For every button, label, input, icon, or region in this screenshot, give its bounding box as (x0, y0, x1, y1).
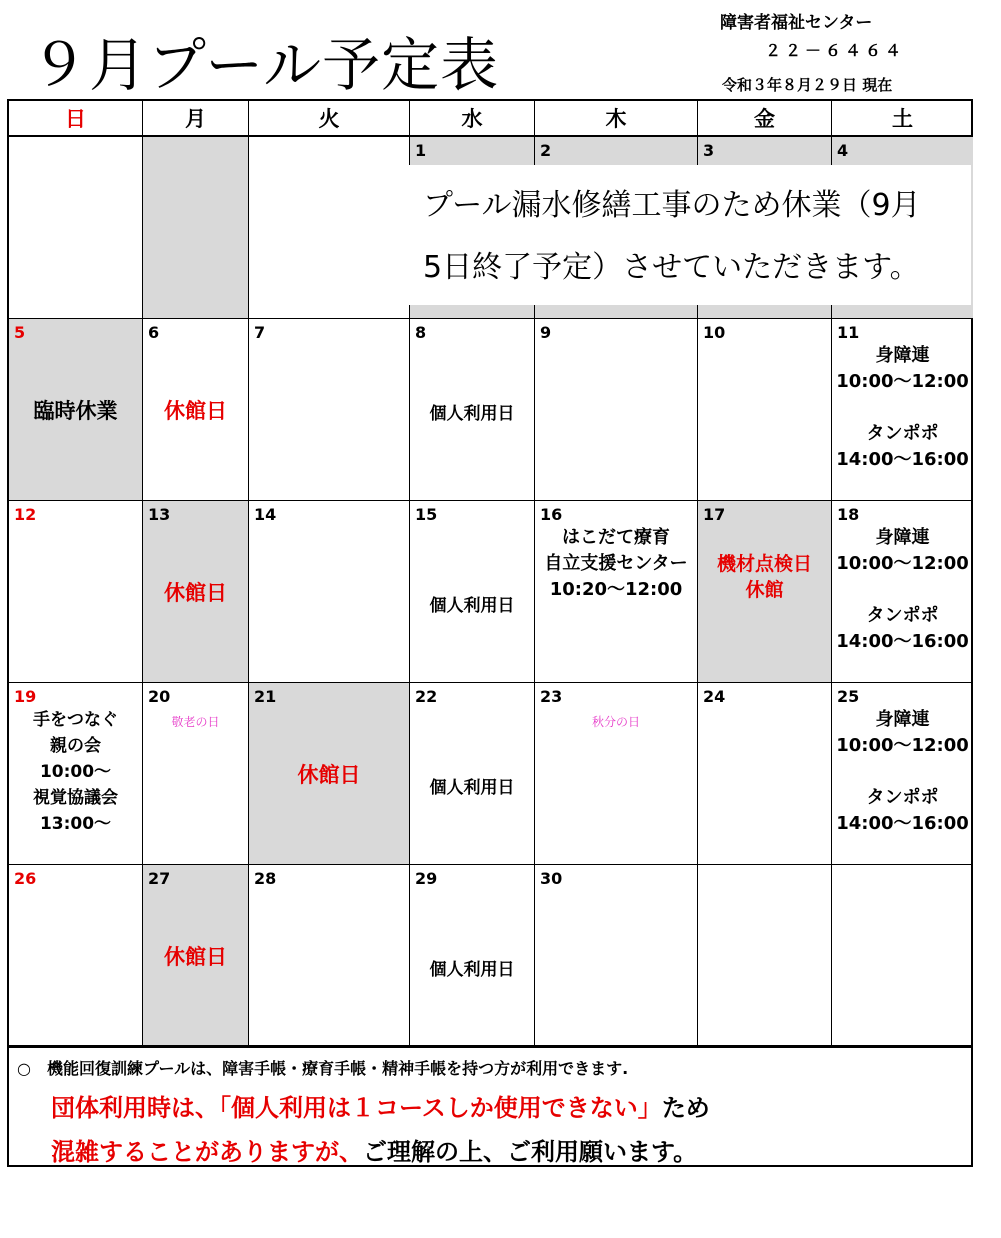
closed-label: 休館日 (164, 581, 227, 605)
event-name: 手をつなぐ (33, 710, 118, 730)
event-name: 身障連 (875, 345, 930, 366)
day-number: 1 (415, 141, 427, 160)
day-cell-5 (9, 319, 143, 501)
day-number: 21 (254, 687, 277, 706)
weekday-mon: 月 (143, 101, 249, 137)
day-cell-19 (9, 683, 143, 865)
event-name: 身障連 (875, 709, 930, 730)
day-cell-empty (249, 137, 410, 319)
day-cell-29 (410, 865, 535, 1045)
individual-use-label: 個人利用日 (429, 960, 515, 980)
day-number: 30 (540, 869, 563, 888)
day-cell-26 (9, 865, 143, 1045)
footer-red-text: 団体利用時は、「個人利用は１コースしか使用できない」 (51, 1094, 662, 1122)
event-shinshouren (832, 343, 973, 473)
day-number: 26 (14, 869, 37, 888)
day-cell-6 (143, 319, 249, 501)
day-cell-25 (832, 683, 973, 865)
day-number: 5 (14, 323, 26, 342)
day-number: 13 (148, 505, 171, 524)
inspection-text: 機材点検日 (716, 553, 812, 575)
event-time: 10:00～12:00 (836, 371, 969, 392)
day-number: 11 (837, 323, 860, 342)
event-name: 親の会 (50, 736, 101, 756)
event-time: 10:20～12:00 (549, 579, 683, 600)
closed-label: 休館日 (297, 763, 361, 787)
day-number: 8 (415, 323, 427, 342)
footer-note (7, 1045, 973, 1167)
organization-name: 障害者福祉センター (720, 13, 873, 33)
weekday-sat: 土 (832, 101, 973, 137)
inspection-label (698, 551, 831, 603)
day-cell-27 (143, 865, 249, 1045)
footer-congestion (51, 1132, 697, 1167)
footer-group-use (51, 1088, 710, 1123)
day-number: 23 (540, 687, 563, 706)
day-number: 12 (14, 505, 37, 524)
footer-red-text: 混雑することがありますが、 (51, 1138, 363, 1166)
event-day19 (9, 707, 142, 837)
day-number: 15 (415, 505, 438, 524)
event-time: 10:00～ (39, 762, 112, 782)
day-cell-20 (143, 683, 249, 865)
day-number: 19 (14, 687, 37, 706)
day-number: 4 (837, 141, 849, 160)
event-name: タンポポ (866, 787, 939, 808)
day-cell-10 (698, 319, 832, 501)
event-name: タンポポ (866, 605, 939, 626)
day-cell-17 (698, 501, 832, 683)
inspection-text: 休館 (745, 579, 784, 601)
closed-label: 休館日 (164, 945, 227, 969)
holiday-label: 秋分の日 (591, 715, 640, 729)
weekday-wed: 水 (410, 101, 535, 137)
day-cell-7 (249, 319, 410, 501)
day-cell-22 (410, 683, 535, 865)
phone-number: ２２－６４６４ (765, 41, 906, 60)
day-cell-empty (832, 865, 973, 1045)
day-cell-30 (535, 865, 698, 1045)
footer-eligibility: ○ 機能回復訓練プールは、障害手帳・療育手帳・精神手帳を持つ方が利用できます. (17, 1059, 629, 1078)
day-number: 29 (415, 869, 438, 888)
day-cell-12 (9, 501, 143, 683)
day-number: 14 (254, 505, 277, 524)
closure-notice (409, 165, 971, 305)
event-name: タンポポ (866, 423, 939, 444)
event-time: 10:00～12:00 (836, 735, 969, 756)
day-cell-11 (832, 319, 973, 501)
day-cell-23 (535, 683, 698, 865)
as-of-date: 令和３年８月２９日 現在 (722, 76, 893, 94)
day-cell-21 (249, 683, 410, 865)
day-number: 10 (703, 323, 726, 342)
day-number: 6 (148, 323, 160, 342)
day-cell-empty (9, 137, 143, 319)
day-number: 2 (540, 141, 552, 160)
day-number: 3 (703, 141, 715, 160)
day-cell-8 (410, 319, 535, 501)
day-number: 28 (254, 869, 277, 888)
event-time: 14:00～16:00 (836, 449, 969, 470)
day-cell-9 (535, 319, 698, 501)
individual-use-label: 個人利用日 (429, 596, 515, 616)
weekday-fri: 金 (698, 101, 832, 137)
day-number: 22 (415, 687, 438, 706)
event-time: 10:00～12:00 (836, 553, 969, 574)
day-number: 18 (837, 505, 860, 524)
event-shinshouren (832, 707, 973, 837)
footer-text: ご理解の上、ご利用願います。 (363, 1138, 698, 1166)
day-cell-14 (249, 501, 410, 683)
notice-line: 5日終了予定）させていただきます。 (423, 250, 920, 285)
day-cell-16 (535, 501, 698, 683)
day-number: 17 (703, 505, 726, 524)
notice-line: プール漏水修繕工事のため休業（9月 (423, 188, 921, 223)
day-cell-empty (143, 137, 249, 319)
day-number: 24 (703, 687, 726, 706)
event-hakodate (535, 525, 697, 603)
weekday-thu: 木 (535, 101, 698, 137)
event-name: 身障連 (875, 527, 930, 548)
day-number: 9 (540, 323, 552, 342)
weekday-tue: 火 (249, 101, 410, 137)
holiday-label: 敬老の日 (171, 715, 220, 729)
day-number: 7 (254, 323, 266, 342)
individual-use-label: 個人利用日 (429, 404, 515, 424)
day-number: 27 (148, 869, 171, 888)
day-cell-28 (249, 865, 410, 1045)
temp-closed-label: 臨時休業 (33, 399, 118, 423)
event-name: はこだて療育 (562, 527, 670, 548)
day-cell-18 (832, 501, 973, 683)
weekday-sun: 日 (9, 101, 143, 137)
day-number: 20 (148, 687, 171, 706)
event-time: 13:00～ (39, 814, 112, 834)
closed-label: 休館日 (164, 399, 227, 423)
footer-text: ため (661, 1094, 710, 1122)
day-cell-empty (698, 865, 832, 1045)
event-name: 自立支援センター (544, 553, 688, 574)
day-number: 25 (837, 687, 860, 706)
event-name: 視覚協議会 (33, 788, 118, 808)
page-title: ９月プール予定表 (30, 31, 500, 99)
individual-use-label: 個人利用日 (429, 778, 515, 798)
event-shinshouren (832, 525, 973, 655)
day-cell-24 (698, 683, 832, 865)
event-time: 14:00～16:00 (836, 813, 969, 834)
event-time: 14:00～16:00 (836, 631, 969, 652)
day-number: 16 (540, 505, 563, 524)
day-cell-15 (410, 501, 535, 683)
day-cell-13 (143, 501, 249, 683)
